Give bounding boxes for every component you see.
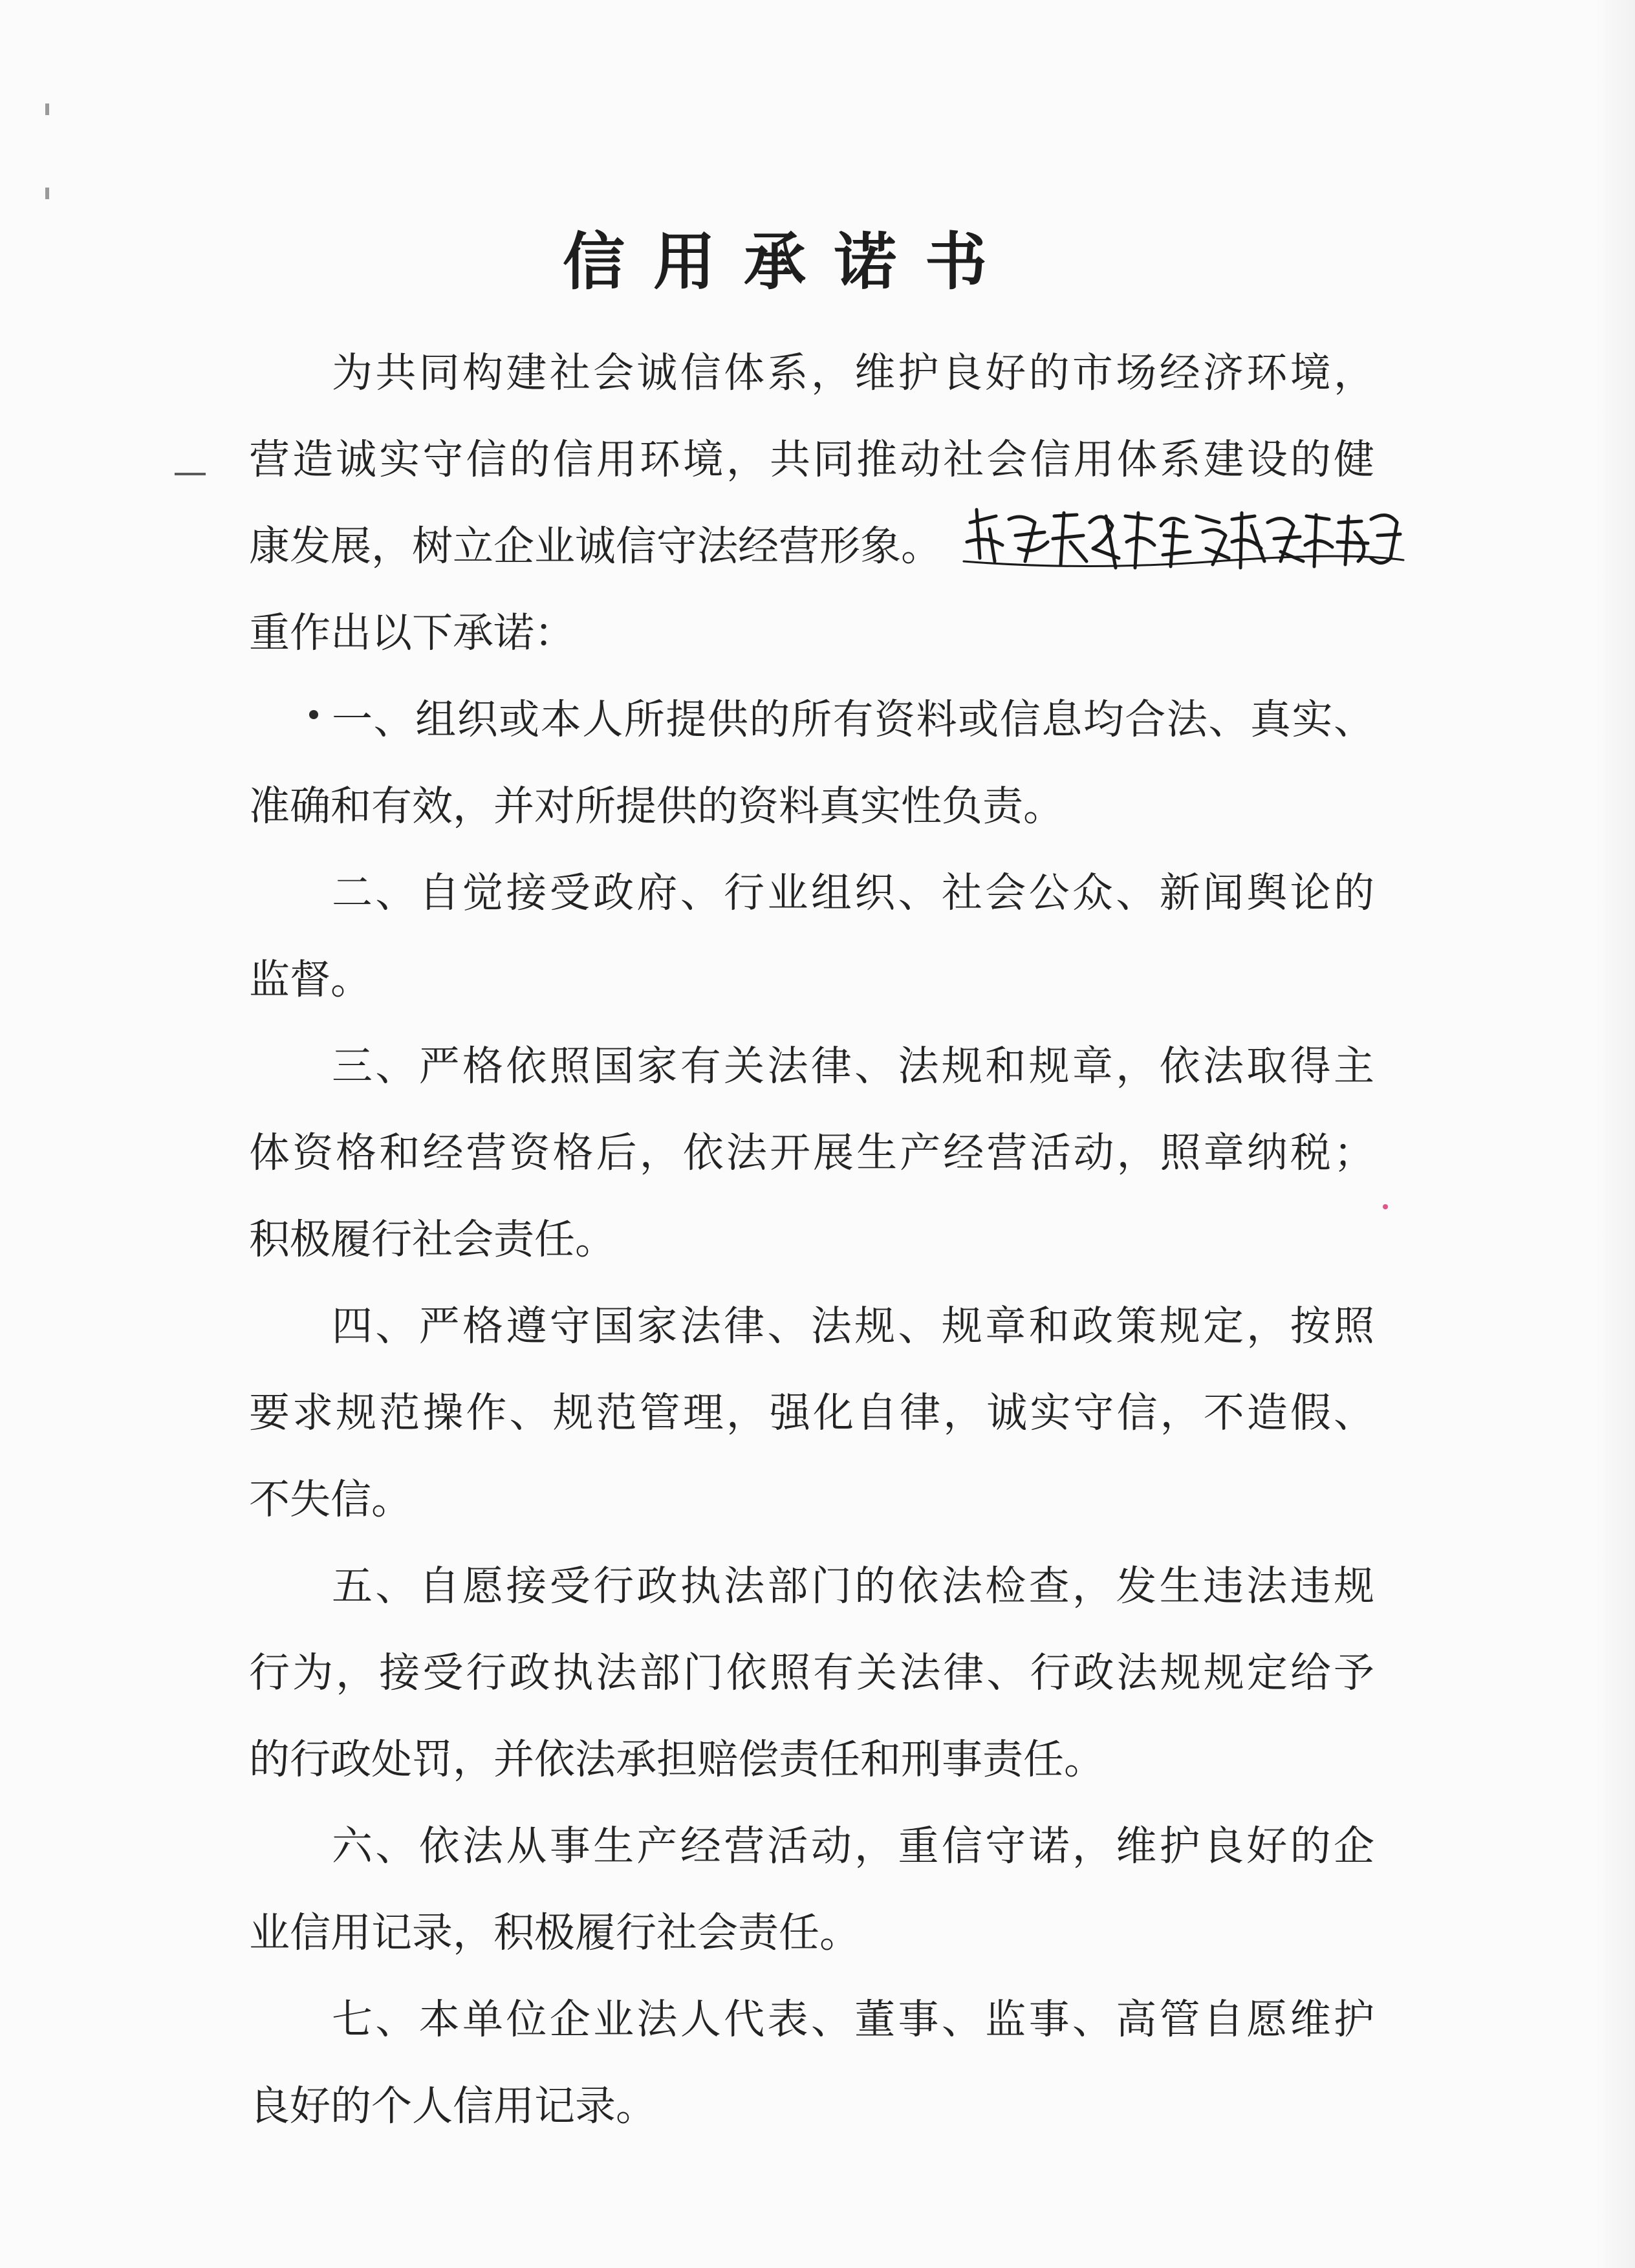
text-line: 准确和有效，并对所提供的资料真实性负责。 — [249, 783, 1064, 830]
document-title: 信用承诺书 — [563, 225, 1015, 298]
text-line: 行为，接受行政执法部门依照有关法律、行政法规规定给予 — [249, 1649, 1374, 1696]
scan-edge-shadow — [1596, 0, 1635, 2268]
text-line: 业信用记录，积极履行社会责任。 — [249, 1909, 860, 1956]
scan-speck — [45, 188, 49, 199]
ink-dot-mark — [309, 710, 318, 719]
text-line: 不失信。 — [249, 1476, 412, 1523]
text-line: 积极履行社会责任。 — [249, 1216, 616, 1263]
scan-speck — [45, 103, 49, 115]
text-line: 要求规范操作、规范管理，强化自律，诚实守信，不造假、 — [249, 1389, 1374, 1436]
text-line: 七、本单位企业法人代表、董事、监事、高管自愿维护 — [332, 1996, 1374, 2043]
text-line: 的行政处罚，并依法承担赔偿责任和刑事责任。 — [249, 1736, 1105, 1783]
text-line: 营造诚实守信的信用环境，共同推动社会信用体系建设的健 — [249, 436, 1374, 483]
text-line: 六、依法从事生产经营活动，重信守诺，维护良好的企 — [332, 1822, 1374, 1870]
scan-mark — [175, 473, 206, 475]
text-line: 康发展，树立企业诚信守法经营形象。 — [249, 523, 942, 570]
text-line: 重作出以下承诺： — [249, 609, 575, 656]
scan-speck — [1383, 1204, 1388, 1209]
scan-bleed-through — [0, 1694, 388, 1746]
document-body — [249, 330, 1374, 2150]
text-line: 五、自愿接受行政执法部门的依法检查，发生违法违规 — [332, 1562, 1374, 1610]
text-line: 三、严格依照国家有关法律、法规和规章，依法取得主 — [332, 1042, 1374, 1090]
text-line: 良好的个人信用记录。 — [249, 2082, 656, 2130]
text-line: 四、严格遵守国家法律、法规、规章和政策规定，按照 — [332, 1302, 1374, 1350]
text-line: 二、自觉接受政府、行业组织、社会公众、新闻舆论的 — [332, 869, 1374, 916]
text-line: 体资格和经营资格后，依法开展生产经营活动，照章纳税； — [249, 1129, 1374, 1176]
text-line: 监督。 — [249, 956, 371, 1003]
handwritten-signature — [957, 497, 1410, 581]
text-line: 一、组织或本人所提供的所有资料或信息均合法、真实、 — [332, 696, 1374, 743]
text-line: 为共同构建社会诚信体系，维护良好的市场经济环境， — [332, 349, 1374, 396]
